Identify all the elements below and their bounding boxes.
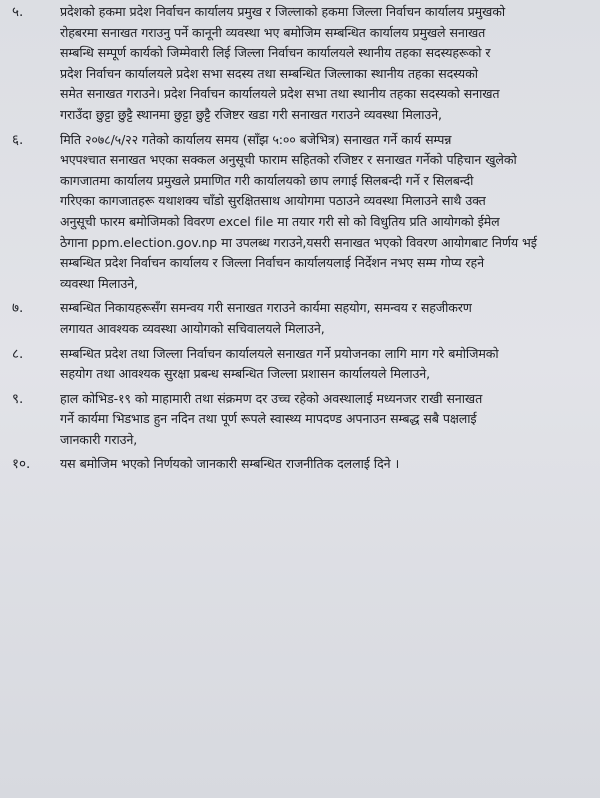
text-line: सहयोग तथा आवश्यक सुरक्षा प्रबन्ध सम्बन्धित जिल्ला प्रशासन कार्यालयले मिलाउने, [60, 366, 430, 382]
text-line: सम्बन्धित प्रदेश निर्वाचन कार्यालय र जिल्ला निर्वाचन कार्यालयलाई निर्देशन नभए सम्म गोप्य रहने [60, 255, 484, 271]
text-line: समेत सनाखत गराउने। प्रदेश निर्वाचन कार्यालयले प्रदेश सभा तथा स्थानीय तहका सदस्यको सनाखत [60, 86, 500, 102]
item-number: ६. [12, 131, 24, 148]
text-line: गराउँदा छुट्टा छुट्टै स्थानमा छुट्टा छुट्टै रजिष्टर खडा गरी सनाखत गराउने व्यवस्था मिलाउने, [60, 106, 442, 122]
text-line: यस बमोजिम भएको निर्णयको जानकारी सम्बन्धित राजनीतिक दललाई दिने । [60, 456, 400, 472]
text-line: सम्बन्धि सम्पूर्ण कार्यको जिम्मेवारी लिई जिल्ला निर्वाचन कार्यालयले स्थानीय तहका सदस्यहरूको र [60, 45, 491, 61]
text-line: हाल कोभिड-१९ को माहामारी तथा संक्रमण दर उच्च रहेको अवस्थालाई मध्यनजर राखी सनाखत [60, 390, 483, 406]
text-line: सम्बन्धित निकायहरूसँग समन्वय गरी सनाखत गराउने कार्यमा सहयोग, समन्वय र सहजीकरण [60, 300, 472, 316]
item-number: १०. [12, 456, 31, 473]
list-item-10 [0, 454, 600, 475]
list-item-9 [0, 389, 600, 451]
list-item-7 [0, 298, 600, 339]
text-line: रोहबरमा सनाखत गराउनु पर्ने कानूनी व्यवस्था भए बमोजिम सम्बन्धित कार्यालय प्रमुखले सनाखत [60, 24, 486, 40]
text-line: प्रदेश निर्वाचन कार्यालयले प्रदेश सभा सदस्य तथा सम्बन्धित जिल्लाका स्थानीय तहका सदस्यको [60, 65, 478, 81]
item-text [60, 454, 582, 475]
item-text [60, 389, 582, 451]
text-line: मिति २०७८/५/२२ गतेको कार्यालय समय (साँझ ५:०० बजेभित्र) सनाखत गर्ने कार्य सम्पन्न [60, 131, 452, 147]
item-text [60, 2, 582, 126]
list-item-5 [0, 2, 600, 126]
text-line: लगायत आवश्यक व्यवस्था आयोगको सचिवालयले मिलाउने, [60, 320, 325, 336]
text-line: व्यवस्था मिलाउने, [60, 275, 138, 291]
list-item-6 [0, 130, 600, 295]
text-line: गर्ने कार्यमा भिडभाड हुन नदिन तथा पूर्ण रूपले स्वास्थ्य मापदण्ड अपनाउन सम्बद्ध सबै पक्षलाई [60, 411, 477, 427]
item-number: ५. [12, 4, 24, 20]
item-number: ७. [12, 300, 24, 317]
text-line: कागजातमा कार्यालय प्रमुखले प्रमाणित गरी कार्यालयको छाप लगाई सिलबन्दी गर्ने र सिलबन्दी [60, 172, 474, 188]
text-line: गरिएका कागजातहरू यथाशक्य चाँडो सुरक्षितसाथ आयोगमा पठाउने व्यवस्था मिलाउने साथै उक्त [60, 193, 486, 209]
text-line: भएपश्चात सनाखत भएका सक्कल अनुसूची फाराम सहितको रजिष्टर र सनाखत गर्नेको पहिचान खुलेको [60, 152, 517, 168]
text-line: सम्बन्धित प्रदेश तथा जिल्ला निर्वाचन कार्यालयले सनाखत गर्ने प्रयोजनका लागि माग गरे बमोजिमको [60, 345, 499, 361]
text-line: प्रदेशको हकमा प्रदेश निर्वाचन कार्यालय प्रमुख र जिल्लाको हकमा जिल्ला निर्वाचन कार्यालय प्रमुखको [60, 4, 505, 19]
item-text [60, 298, 582, 339]
item-text [60, 130, 582, 295]
item-number: ९. [12, 390, 24, 407]
decision-list [0, 2, 600, 479]
text-line: जानकारी गराउने, [60, 431, 138, 447]
text-line: ठेगाना ppm.election.gov.np मा उपलब्ध गराउने,यसरी सनाखत भएको विवरण आयोगबाट निर्णय भई [60, 234, 537, 250]
item-number: ८. [12, 345, 24, 362]
text-line: अनुसूची फारम बमोजिमको विवरण excel file मा तयार गरी सो को विधुतिय प्रति आयोगको ईमेल [60, 213, 500, 229]
list-item-8 [0, 344, 600, 385]
item-text [60, 344, 582, 385]
